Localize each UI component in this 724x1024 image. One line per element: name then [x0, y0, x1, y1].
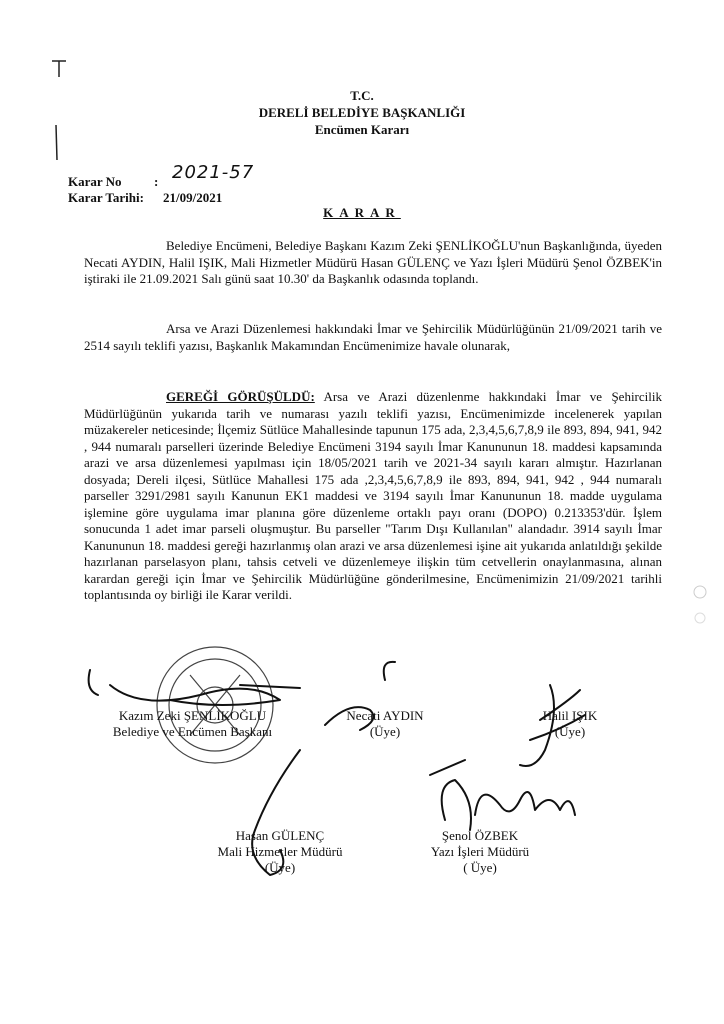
paragraph-resolution [84, 389, 662, 604]
paragraph-meeting: Belediye Encümeni, Belediye Başkanı Kazım Zeki ŞENLİKOĞLU'nun Başkanlığında, üyeden Necati AYDIN, Halil IŞIK, Mali Hizmetler Müdürü Hasan GÜLENÇ ve Yazı İşleri Müdürü Şenol ÖZBEK'in iştiraki ile 21.09.2021 Salı günü saat 10.30' da Başkanlık odasında toplandı. [84, 238, 662, 286]
signer-role: Mali Hizmetler Müdürü [217, 844, 343, 859]
punch-holes [690, 580, 710, 630]
resolution-heading: GEREĞİ GÖRÜŞÜLDÜ: [166, 389, 315, 404]
karar-no-label: Karar No [68, 174, 122, 189]
signature-marks [80, 640, 700, 900]
signer-name: Necati AYDIN [346, 708, 424, 723]
signature-block-chairman [80, 708, 305, 740]
karar-no-colon: : [154, 174, 159, 189]
signature-block-senol [395, 828, 565, 876]
karar-tarihi-label: Karar Tarihi: [68, 190, 144, 205]
header-tc: T.C. [350, 88, 374, 103]
paragraph-referral: Arsa ve Arazi Düzenlemesi hakkındaki İmar ve Şehircilik Müdürlüğünün 21/09/2021 tarih ve 2514 sayılı teklifi yazısı, Başkanlık Makamından Encümenimize havale olunarak, [84, 321, 662, 353]
karar-tarihi-value: 21/09/2021 [163, 190, 223, 205]
signer-role-2: ( Üye) [463, 860, 497, 875]
resolution-body: Arsa ve Arazi düzenlenme hakkındaki İmar ve Şehircilik Müdürlüğünün yukarıda tarih ve numarası yazılı teklifi yazısı, Encümenimizde incelenerek yapılan müzakereler neticesinde; İlçemiz Sütlüce Mahallesinde tapunun 175 ada, 2,3,4,5,6,7,8,9 ile 893, 894, 941, 942 , 944 numaralı parselleri üzerinde Belediye Encümeni 3194 sayılı İmar Kanununun 18. maddesi kapsamında arazi ve arsa düzenlemesi yapılması için 18/05/2021 tarih ve 2021-34 sayılı kararı almıştır. Hazırlanan dosyada; Dereli ilçesi, Sütlüce Mahallesi 175 ada ,2,3,4,5,6,7,8,9 ile 893, 894, 941, 942 , 944 numaralı parseller 3291/2981 sayılı Kanunun EK1 maddesi ve 3194 sayılı İmar Kanununun 18. madde uygulama işlemine göre uygulama imar planına göre düzenleme ortaklı payı oranı (DOPO) 0.213353'dür. İşlem sonucunda 1 adet imar parseli oluşmuştur. Bu parseller "Tarım Dışı Kullanılan" alandadır. 3914 sayılı İmar Kanununun 18. maddesi gereği hazırlanmış olan arazi ve arsa düzenlemesi işine ait yukarıda anlatıldığı şekilde hazırlanan parselasyon planı, tahsis cetveli ve düzenlemeye ilişkin tüm cetvellerin onaylanmasına, alınan karardan gereği için İmar ve Şehircilik Müdürlüğüne gönderilmesine, Encümenimizin 21/09/2021 tarihli toplantısında oy birliği ile Karar verildi. [84, 389, 662, 602]
signature-block-halil [515, 708, 625, 740]
signer-name: Hasan GÜLENÇ [235, 828, 325, 843]
signature-chairman [89, 670, 280, 705]
signature-block-hasan [180, 828, 380, 876]
signer-role: Yazı İşleri Müdürü [430, 844, 530, 859]
signer-role: (Üye) [554, 724, 586, 739]
signer-role-2: (Üye) [264, 860, 296, 875]
signature-senol [442, 780, 575, 830]
signer-name: Halil IŞIK [542, 708, 598, 723]
signer-name: Şenol ÖZBEK [441, 828, 519, 843]
signer-role: (Üye) [369, 724, 401, 739]
signer-role: Belediye ve Encümen Başkanı [112, 724, 273, 739]
header-doc-type: Encümen Kararı [314, 122, 410, 137]
header-institution: DERELİ BELEDİYE BAŞKANLIĞI [258, 105, 466, 120]
signer-name: Kazım Zeki ŞENLİKOĞLU [118, 708, 267, 723]
signature-senol-tail [430, 760, 465, 775]
karar-no-value: 2021-57 [172, 162, 255, 183]
decision-title: KARAR [323, 205, 401, 220]
signature-block-necati [330, 708, 440, 740]
